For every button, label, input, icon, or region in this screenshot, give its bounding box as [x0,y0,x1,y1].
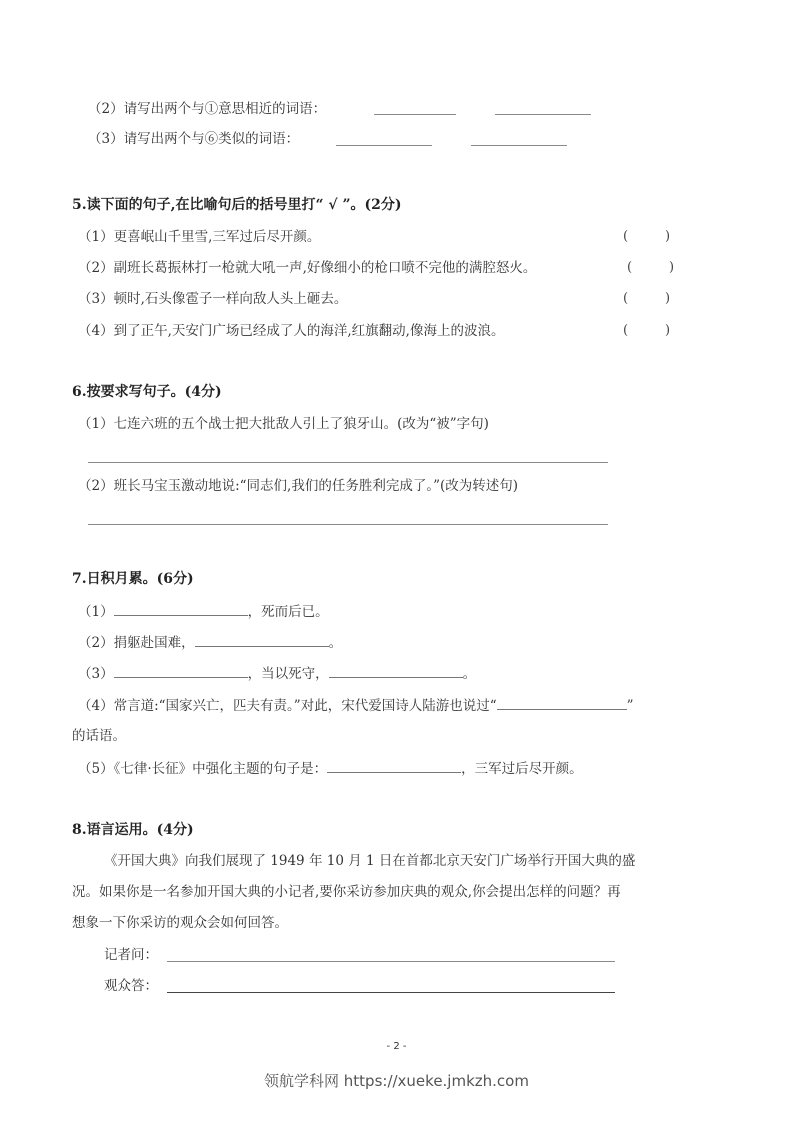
q7-item-3-prefix: （3） [78,666,114,682]
q7-item-1 [78,601,329,622]
q5-item-2-paren-close: ) [669,260,675,275]
q5-item-1-paren-open: ( [623,229,629,244]
q7-item-5 [78,758,583,779]
q7-item-2 [78,632,342,653]
q5-item-3-paren-open: ( [623,291,629,306]
q4-item-2 [88,99,326,119]
q8-paragraph-line-1: 《开国大典》向我们展现了 1949 年 10 月 1 日在首都北京天安门广场举行开国大典的盛 [104,853,636,869]
q4-item-3 [88,129,299,149]
q7-item-1-blank[interactable] [114,601,248,616]
q7-item-2-blank[interactable] [195,632,329,647]
page-number: - 2 - [386,1041,407,1052]
q7-item-4-close-quote: ” [626,698,634,714]
q7-item-4 [78,695,634,716]
q5-item-3: （3）顿时,石头像雹子一样向敌人头上砸去。 [78,291,348,307]
q7-item-4-text: （4）常言道:“国家兴亡，匹夫有责。”对此，宋代爱国诗人陆游也说过“ [78,698,497,714]
q5-item-3-paren-close: ) [665,291,671,306]
q7-item-1-suffix: ，死而后已。 [247,604,329,620]
q7-item-5-blank[interactable] [327,758,461,773]
q7-item-3-blank-2[interactable] [329,663,463,678]
q4-item-3-label: （3）请写出两个与⑥类似的词语： [88,131,300,147]
q6-item-1-answer-line[interactable] [88,462,608,463]
q7-item-4-continuation: 的话语。 [72,728,126,744]
q7-item-3 [78,663,476,684]
q6-title: 6.按要求写句子。(4分) [72,384,222,400]
q5-item-1: （1）更喜岷山千里雪,三军过后尽开颜。 [78,229,321,245]
watermark: 领航学科网 https://xueke.jmkzh.com [264,1072,529,1090]
q5-item-2: （2）副班长葛振林打一枪就大吼一声,好像细小的枪口喷不完他的满腔怒火。 [78,260,537,276]
q5-title: 5.读下面的句子,在比喻句后的括号里打“ √ ”。(2分) [72,197,402,213]
q8-reporter-answer-line[interactable] [167,961,615,962]
q5-item-4-paren-close: ) [665,323,671,338]
q5-item-4-paren-open: ( [623,323,629,338]
q7-item-3-middle: ，当以死守， [247,666,329,682]
q7-item-5-suffix: ，三军过后尽开颜。 [461,761,583,777]
q5-item-4: （4）到了正午,天安门广场已经成了人的海洋,红旗翻动,像海上的波浪。 [78,323,505,339]
q4-item-2-blank-1[interactable] [374,114,456,115]
q7-item-1-prefix: （1） [78,604,114,620]
q5-item-1-paren-close: ) [665,229,671,244]
q7-title: 7.日积月累。(6分) [72,571,194,587]
q8-audience-answer-line[interactable] [167,992,615,993]
q7-item-2-suffix: 。 [328,635,343,651]
q5-item-2-paren-open: ( [627,260,633,275]
q8-paragraph-line-3: 想象一下你采访的观众会如何回答。 [72,915,288,931]
q4-item-3-blank-1[interactable] [336,145,432,146]
q4-item-2-label: （2）请写出两个与①意思相近的词语： [88,101,327,117]
q8-title: 8.语言运用。(4分) [72,822,194,838]
q7-item-4-blank[interactable] [497,695,627,710]
q4-item-2-blank-2[interactable] [495,114,591,115]
q7-item-5-prefix: （5）《七律·长征》中强化主题的句子是： [78,761,328,777]
q8-reporter-label: 记者问： [104,947,158,963]
q4-item-3-blank-2[interactable] [471,145,567,146]
q7-item-3-suffix: 。 [462,666,477,682]
q7-item-3-blank-1[interactable] [114,663,248,678]
q6-item-1: （1）七连六班的五个战士把大批敌人引上了狼牙山。(改为“被”字句) [78,416,489,432]
q6-item-2-answer-line[interactable] [88,524,608,525]
q7-item-2-prefix: （2）捐躯赴国难， [78,635,195,651]
q6-item-2: （2）班长马宝玉激动地说:“同志们,我们的任务胜利完成了。”(改为转述句) [78,478,519,494]
q8-paragraph-line-2: 况。如果你是一名参加开国大典的小记者,要你采访参加庆典的观众,你会提出怎样的问题？再 [72,884,621,900]
q8-audience-label: 观众答： [104,978,158,994]
